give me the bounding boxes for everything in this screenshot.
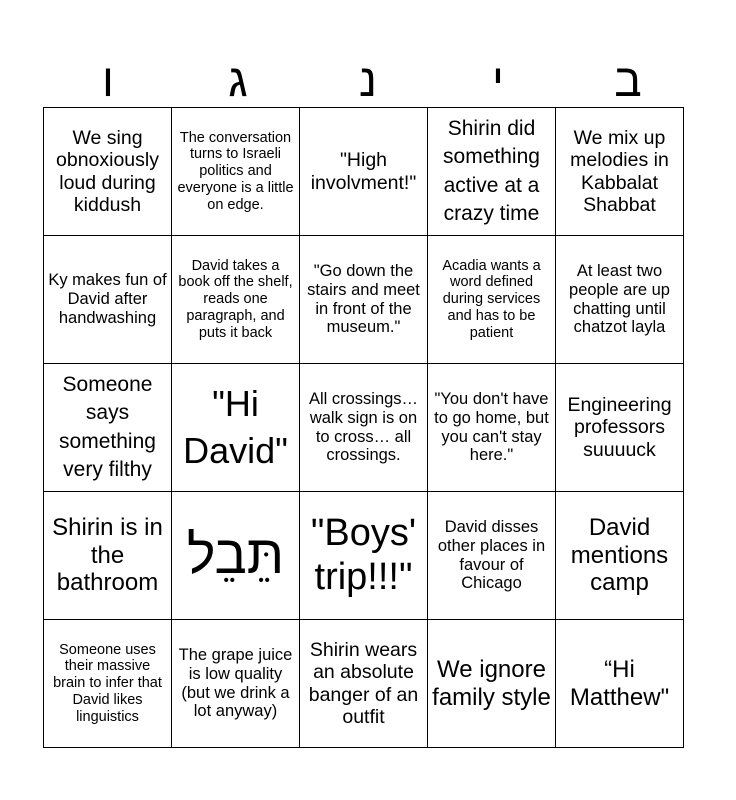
bingo-cell[interactable]: David disses other places in favour of Chicago xyxy=(428,492,556,620)
bingo-cell[interactable]: We sing obnoxiously loud during kiddush xyxy=(44,108,172,236)
bingo-header xyxy=(43,52,693,108)
header-letter-1: ו xyxy=(102,54,114,106)
header-letter-5: ב xyxy=(614,54,642,106)
bingo-cell[interactable]: Shirin did something active at a crazy time xyxy=(428,108,556,236)
bingo-cell[interactable]: "You don't have to go home, but you can't stay here." xyxy=(428,364,556,492)
header-letter-4: י xyxy=(492,54,504,106)
bingo-cell[interactable]: The grape juice is low quality (but we drink a lot anyway) xyxy=(172,620,300,748)
bingo-cell[interactable]: All crossings… walk sign is on to cross… all crossings. xyxy=(300,364,428,492)
bingo-row xyxy=(44,620,684,748)
bingo-cell[interactable]: "Go down the stairs and meet in front of the museum." xyxy=(300,236,428,364)
bingo-cell[interactable]: David takes a book off the shelf, reads one paragraph, and puts it back xyxy=(172,236,300,364)
header-letter-3: נ xyxy=(359,54,377,106)
bingo-cell[interactable]: We mix up melodies in Kabbalat Shabbat xyxy=(556,108,684,236)
bingo-cell[interactable]: "Hi David" xyxy=(172,364,300,492)
bingo-row xyxy=(44,492,684,620)
bingo-cell[interactable]: "Boys' trip!!!" xyxy=(300,492,428,620)
bingo-cell[interactable]: At least two people are up chatting until chatzot layla xyxy=(556,236,684,364)
bingo-cell[interactable]: תֵּבֵל xyxy=(172,492,300,620)
bingo-cell[interactable]: Shirin is in the bathroom xyxy=(44,492,172,620)
bingo-cell[interactable]: "High involvment!" xyxy=(300,108,428,236)
bingo-cell[interactable]: Shirin wears an absolute banger of an outfit xyxy=(300,620,428,748)
bingo-cell[interactable]: Engineering professors suuuuck xyxy=(556,364,684,492)
bingo-cell[interactable]: Ky makes fun of David after handwashing xyxy=(44,236,172,364)
bingo-cell[interactable]: We ignore family style xyxy=(428,620,556,748)
bingo-cell[interactable]: David mentions camp xyxy=(556,492,684,620)
bingo-cell[interactable]: “Hi Matthew" xyxy=(556,620,684,748)
bingo-row xyxy=(44,364,684,492)
header-letter-2: ג xyxy=(228,54,248,106)
bingo-grid xyxy=(43,107,684,748)
bingo-row xyxy=(44,108,684,236)
bingo-cell[interactable]: Acadia wants a word defined during services and has to be patient xyxy=(428,236,556,364)
bingo-cell[interactable]: Someone says something very filthy xyxy=(44,364,172,492)
bingo-row xyxy=(44,236,684,364)
bingo-cell[interactable]: Someone uses their massive brain to infer that David likes linguistics xyxy=(44,620,172,748)
bingo-cell[interactable]: The conversation turns to Israeli politics and everyone is a little on edge. xyxy=(172,108,300,236)
